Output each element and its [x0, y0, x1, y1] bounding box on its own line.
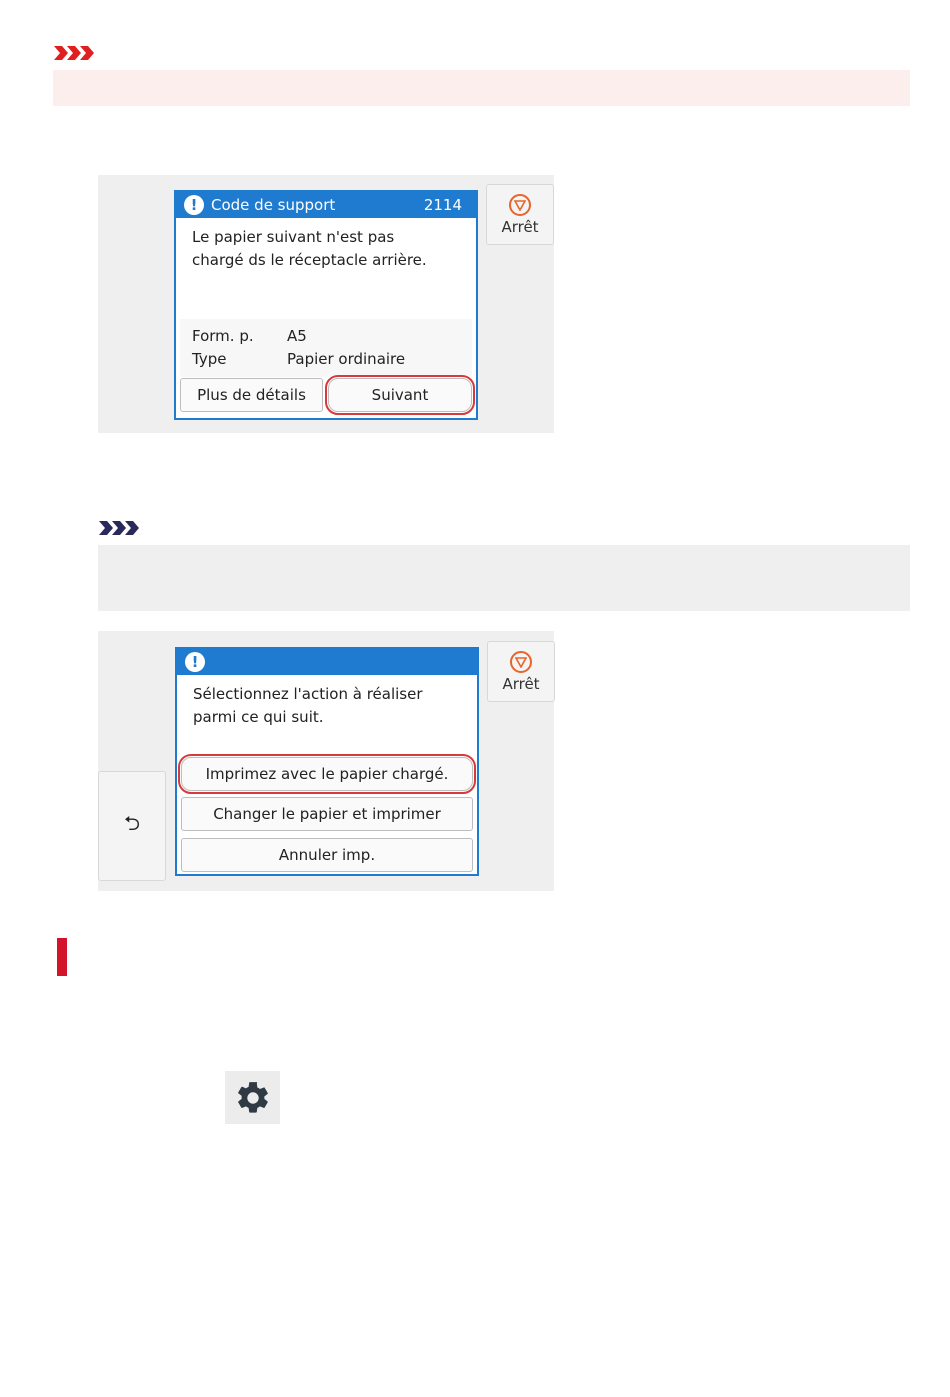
dialog-message [176, 218, 476, 272]
stop-button[interactable] [486, 184, 554, 245]
important-banner [53, 70, 910, 106]
dialog-header [176, 192, 476, 218]
printer-screen-media-error [98, 175, 554, 433]
support-code-dialog [174, 190, 478, 420]
exclamation-icon: ! [185, 652, 205, 672]
dialog-message [177, 675, 477, 729]
info-key: Type [192, 350, 227, 368]
action-select-dialog [175, 647, 479, 876]
support-code: 2114 [423, 196, 462, 214]
message-line: Le papier suivant n'est pas [192, 228, 395, 246]
stop-label: Arrêt [501, 217, 539, 236]
gear-icon [234, 1079, 272, 1117]
print-with-loaded-paper-button[interactable]: Imprimez avec le papier chargé. [181, 757, 473, 791]
stop-label: Arrêt [502, 674, 540, 693]
note-banner [98, 545, 910, 611]
message-line: chargé ds le réceptacle arrière. [192, 251, 427, 269]
dialog-header [177, 649, 477, 675]
stop-icon [510, 651, 532, 673]
stop-button[interactable] [487, 641, 555, 702]
info-value: A5 [287, 327, 307, 345]
exclamation-icon: ! [184, 195, 204, 215]
important-arrows-icon [54, 44, 98, 62]
cancel-print-button[interactable]: Annuler imp. [181, 838, 473, 872]
message-line: parmi ce qui suit. [193, 708, 324, 726]
info-key: Form. p. [192, 327, 254, 345]
section-marker [57, 938, 67, 976]
back-button[interactable] [98, 771, 166, 881]
change-paper-and-print-button[interactable]: Changer le papier et imprimer [181, 797, 473, 831]
details-button[interactable]: Plus de détails [180, 378, 323, 412]
dialog-title: Code de support [211, 196, 336, 214]
printer-screen-action-select [98, 631, 554, 891]
info-row-size [192, 325, 460, 348]
next-button[interactable]: Suivant [328, 378, 472, 412]
note-arrows-icon [99, 519, 143, 537]
info-value: Papier ordinaire [287, 350, 406, 368]
message-line: Sélectionnez l'action à réaliser [193, 685, 423, 703]
info-row-type [192, 348, 460, 371]
back-arrow-icon: ⮌ [123, 811, 141, 835]
paper-info [180, 319, 472, 377]
stop-icon [509, 194, 531, 216]
settings-button[interactable] [225, 1071, 280, 1124]
